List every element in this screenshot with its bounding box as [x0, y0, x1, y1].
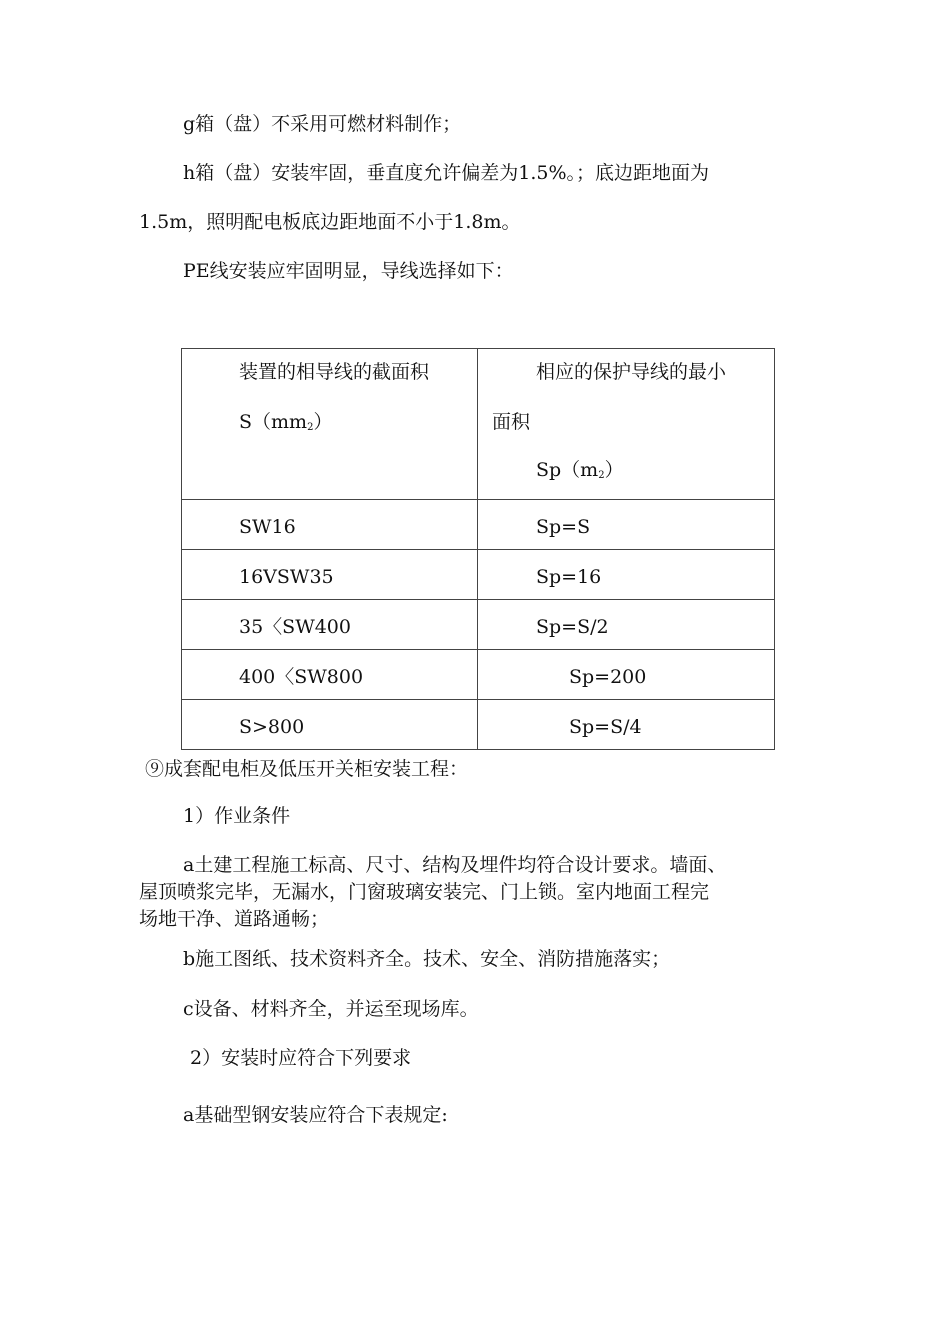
table-cell-right	[478, 600, 775, 650]
header-cell-phase-conductor	[182, 349, 478, 500]
table-row	[182, 500, 775, 550]
paragraph-a-line2: 屋顶喷浆完毕，无漏水，门窗玻璃安装完、门上锁。室内地面工程完	[139, 881, 710, 903]
paragraph-a-line1: a土建工程施工标高、尺寸、结构及埋件均符合设计要求。墙面、	[183, 854, 727, 876]
table-header-row	[182, 349, 775, 500]
header-right-unit-sub: 2	[598, 470, 605, 481]
cell-text: S>800	[239, 716, 305, 738]
header-right-line2: 面积	[492, 411, 531, 433]
table-cell-left	[182, 600, 478, 650]
header-left-unit-sub: 2	[307, 422, 314, 433]
header-left-close: ）	[313, 411, 333, 433]
pe-conductor-table	[181, 348, 775, 750]
paragraph-b: b施工图纸、技术资料齐全。技术、安全、消防措施落实；	[183, 948, 671, 970]
table-row	[182, 600, 775, 650]
table-cell-right	[478, 550, 775, 600]
header-left-line1: 装置的相导线的截面积	[239, 361, 430, 383]
header-left-line2	[182, 409, 477, 441]
cell-text: Sp=S	[536, 516, 591, 538]
cell-text: 16VSW35	[239, 566, 334, 588]
paragraph-work-conditions: 1）作业条件	[183, 805, 291, 827]
table-cell-left	[182, 700, 478, 750]
paragraph-install-requirements: 2）安装时应符合下列要求	[190, 1047, 412, 1069]
cell-text: Sp=S/2	[536, 616, 609, 638]
table-row	[182, 550, 775, 600]
cell-text: SW16	[239, 516, 296, 538]
cell-text: 35〈SW400	[239, 616, 351, 638]
paragraph-h-line1: h箱（盘）安装牢固，垂直度允许偏差为1.5%。；底边距地面为	[183, 162, 710, 184]
paragraph-h-line2: 1.5m，照明配电板底边距地面不小于1.8m。	[139, 211, 521, 233]
cell-text: Sp=S/4	[569, 716, 642, 738]
header-right-symbol: Sp（m	[536, 459, 599, 481]
paragraph-c: c设备、材料齐全，并运至现场库。	[183, 998, 479, 1020]
header-cell-protective-conductor	[478, 349, 775, 500]
cell-text: 400〈SW800	[239, 666, 364, 688]
section-9-heading: ⑨成套配电柜及低压开关柜安装工程：	[145, 758, 469, 780]
paragraph-pe: PE线安装应牢固明显，导线选择如下：	[183, 260, 514, 282]
table-row	[182, 700, 775, 750]
header-right-close: ）	[604, 459, 624, 481]
header-right-line1: 相应的保护导线的最小	[536, 361, 727, 383]
header-left-symbol: S（mm	[239, 411, 308, 433]
header-right-line3	[478, 457, 774, 489]
table-row	[182, 650, 775, 700]
table-cell-left	[182, 550, 478, 600]
paragraph-foundation-steel: a基础型钢安装应符合下表规定:	[183, 1104, 448, 1126]
table-cell-left	[182, 650, 478, 700]
table-cell-right	[478, 650, 775, 700]
cell-text: Sp=16	[536, 566, 602, 588]
paragraph-g: g箱（盘）不采用可燃材料制作；	[183, 113, 462, 135]
table-cell-right	[478, 500, 775, 550]
table-cell-left	[182, 500, 478, 550]
cell-text: Sp=200	[569, 666, 647, 688]
table-cell-right	[478, 700, 775, 750]
paragraph-a-line3: 场地干净、道路通畅；	[139, 908, 330, 930]
